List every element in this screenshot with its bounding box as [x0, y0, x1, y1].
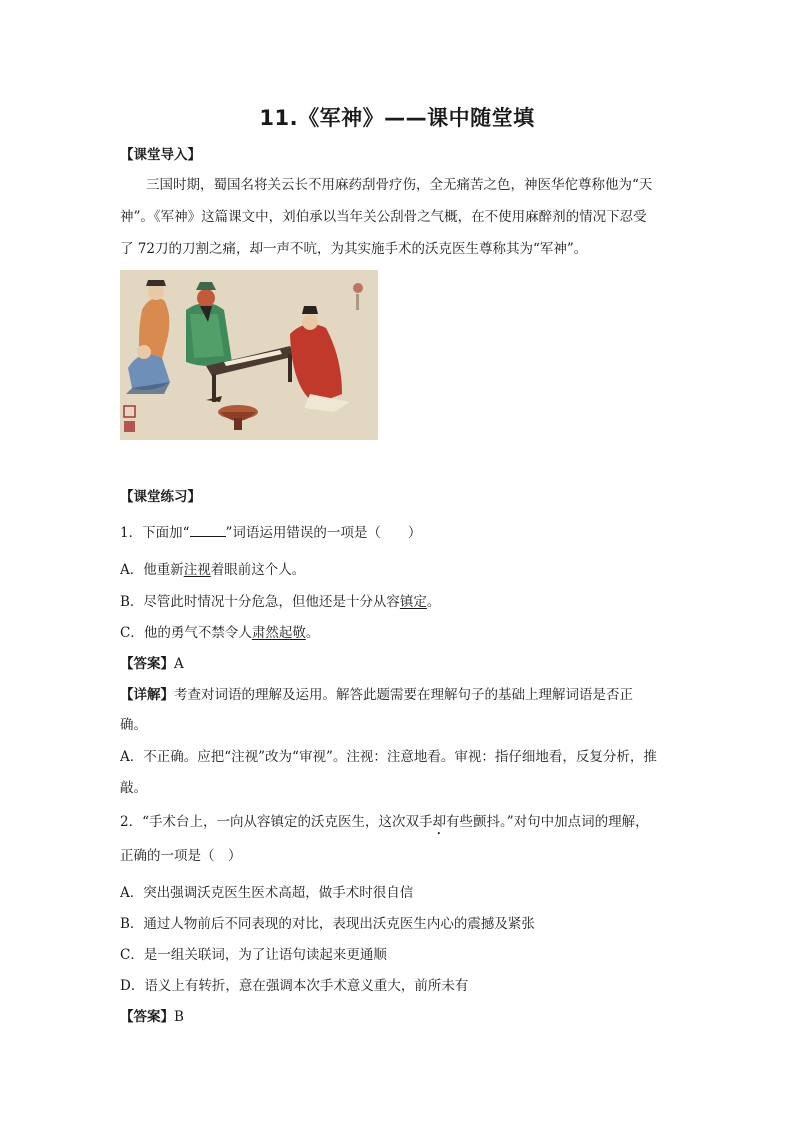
q1-option-c-pre: C．他的勇气不禁令人 — [120, 625, 252, 641]
intro-heading: 【课堂导入】 — [120, 147, 201, 163]
q1-answer-label: 【答案】 — [120, 656, 174, 672]
q2-answer — [120, 1008, 184, 1026]
q1-option-a-pre: A．他重新 — [120, 562, 184, 578]
q2-stem — [120, 813, 649, 838]
q2-option-a: A．突出强调沃克医生医术高超，做手术时很自信 — [120, 885, 414, 901]
q1-stem-b: ”词语运用错误的一项是（ ） — [225, 525, 422, 541]
q1-detail-line-3: A．不正确。应把“注视”改为“审视”。注视：注意地看。审视：指仔细地看，反复分析，推 — [120, 749, 657, 765]
q2-stem-dotted-word: 却 — [432, 814, 446, 830]
q1-option-c-word: 肃然起敬 — [251, 625, 306, 641]
q1-option-b-post: 。 — [426, 594, 441, 610]
q2-option-b: B．通过人物前后不同表现的对比，表现出沃克医生内心的震撼及紧张 — [120, 916, 535, 932]
practice-heading: 【课堂练习】 — [120, 489, 201, 505]
q2-stem-line-2: 正确的一项是（ ） — [120, 848, 242, 864]
q2-option-c: C．是一组关联词，为了让语句读起来更通顺 — [120, 947, 387, 963]
q1-option-c-post: 。 — [305, 625, 320, 641]
q1-detail — [120, 686, 633, 704]
q1-option-b-word: 镇定 — [399, 594, 427, 610]
intro-line-3: 了 72刀的刀割之痛，却一声不吭，为其实施手术的沃克医生尊称其为“军神”。 — [120, 241, 588, 257]
q1-option-a-post: 着眼前这个人。 — [210, 562, 306, 578]
q1-stem — [120, 524, 421, 542]
q1-detail-line-1: 考查对词语的理解及运用。解答此题需要在理解句子的基础上理解词语是否正 — [174, 687, 633, 703]
q1-option-b-pre: B．尽管此时情况十分危急，但他还是十分从容 — [120, 594, 400, 610]
q1-option-c — [120, 624, 319, 642]
q1-detail-line-2: 确。 — [120, 717, 147, 733]
q2-stem-pre: 2．“手术台上，一向从容镇定的沃克医生，这次双手 — [120, 814, 433, 830]
q1-option-a — [120, 561, 305, 579]
q1-detail-line-4: 敲。 — [120, 780, 147, 796]
guan-yu-bone-scraping-painting — [120, 270, 378, 440]
q1-option-a-word: 注视 — [183, 562, 211, 578]
q1-answer — [120, 655, 184, 673]
intro-line-1: 三国时期，蜀国名将关云长不用麻药刮骨疗伤，全无痛苦之色，神医华佗尊称他为“天 — [146, 177, 653, 193]
q1-stem-a: 1．下面加“ — [120, 525, 190, 541]
intro-line-2: 神”。《军神》这篇课文中，刘伯承以当年关公刮骨之气概，在不使用麻醉剂的情况下忍受 — [120, 209, 647, 225]
q2-answer-value: B — [174, 1009, 184, 1025]
q1-answer-value: A — [174, 656, 184, 672]
q2-stem-post: 有些颤抖。”对句中加点词的理解， — [446, 814, 649, 830]
page-title: 11.《军神》——课中随堂填 — [259, 106, 535, 130]
q1-blank — [190, 524, 226, 537]
q1-option-b — [120, 593, 440, 611]
q1-detail-label: 【详解】 — [120, 687, 174, 703]
q2-answer-label: 【答案】 — [120, 1009, 174, 1025]
q2-option-d: D．语义上有转折，意在强调本次手术意义重大，前所未有 — [120, 978, 469, 994]
